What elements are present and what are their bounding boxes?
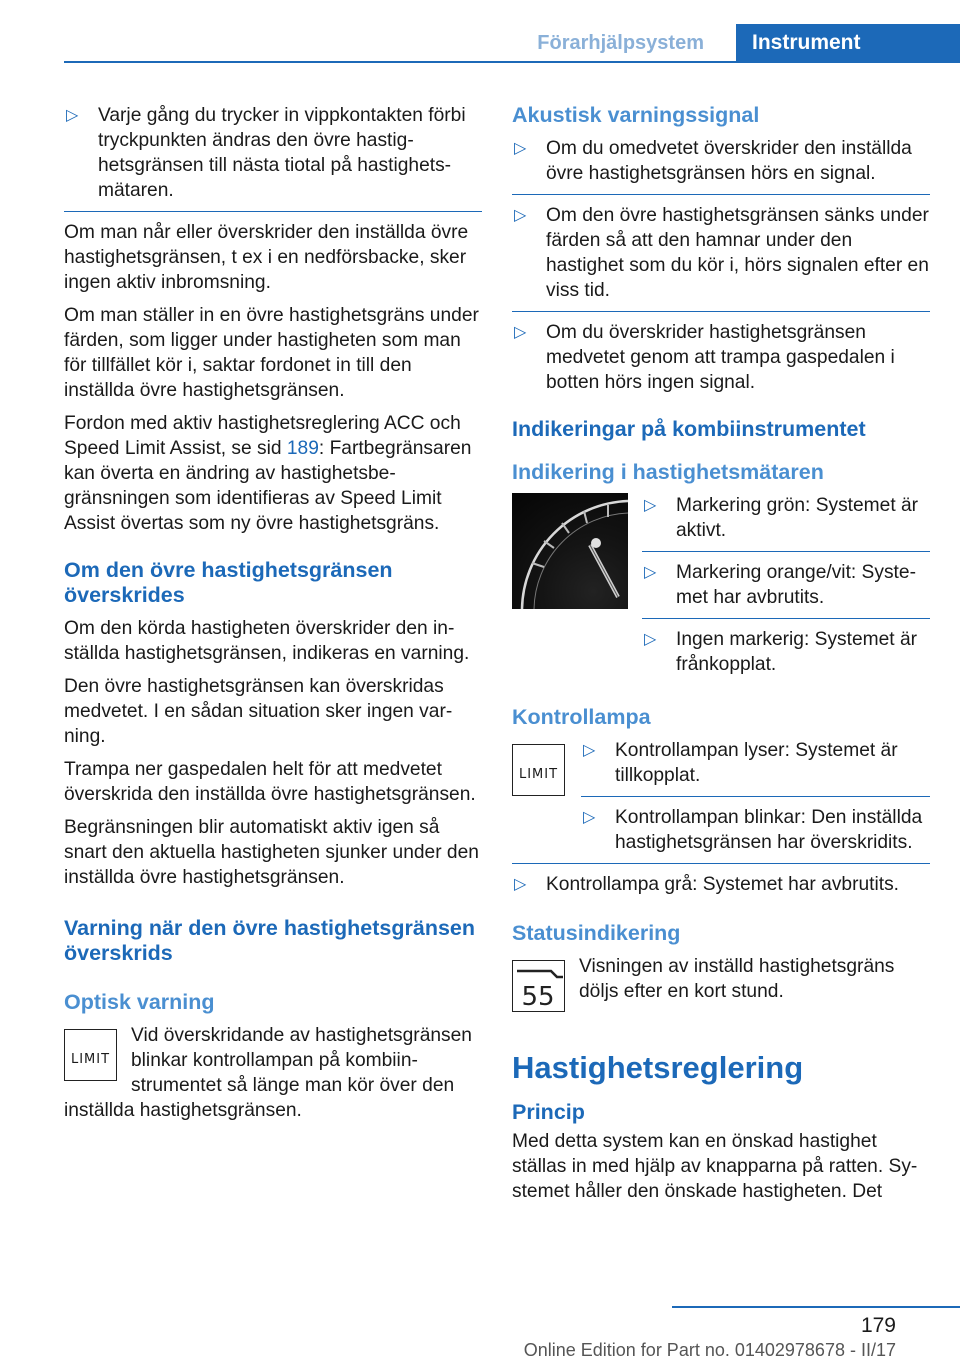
lamp-block [512,738,930,863]
heading-lamp: Kontrollampa [512,705,651,729]
paragraph: Den övre hastighetsgränsen kan överskridas medvetet. I en sådan situation sker ingen varning. [64,676,453,747]
speedometer-marking-image [512,493,628,609]
triangle-right-icon: ▷ [66,107,79,124]
header-rule [64,61,960,63]
limit-lamp-icon: LIMIT [64,1029,117,1081]
triangle-right-icon: ▷ [644,497,657,514]
heading-speedometer: Indikering i hastighetsmätaren [512,460,824,484]
list-item: ▷ Kontrollampan blinkar: Den inställda hastighetsgränsen har överskridits. [583,807,923,853]
paragraph: Begränsningen blir automatiskt aktiv igen så snart den aktuella hastigheten sjunker under den inställda övre hastighetsgränsen. [64,817,479,888]
list-item: ▷ Om du överskrider hastighetsgränsen medvetet genom att trampa gaspedalen i botten hörs ingen signal. [514,322,895,393]
heading-cruise-control: Hastighetsreglering [512,1050,804,1085]
speedometer-gauge-icon [512,493,628,609]
divider [642,618,930,619]
optical-warning-block [64,1023,482,1123]
list-item: ▷ Om den övre hastighetsgränsen sänks under färden så att den hamnar under den hastighet som du kör i, hörs signalen efter en viss tid. [514,205,929,301]
triangle-right-icon: ▷ [514,207,527,224]
paragraph: Om man når eller överskrider den inställda övre hastighetsgränsen, t ex i en nedförsbacke, sker ingen aktiv inbromsning. [64,222,469,293]
header-section-tab: Förarhjälpsystem [537,32,704,54]
svg-text:55: 55 [521,982,555,1010]
edition-footer: Online Edition for Part no. 01402978678 - II/17 [523,1340,896,1360]
left-column [64,103,482,1131]
paragraph: Fordon med aktiv hastighetsreglering ACC och Speed Limit Assist, se sid 189: Fartbegränsaren kan överta en ändring av hastighetsbegränsningen som identifieras av Speed Limit Assist övertas som ny övre hastighetsgräns. [64,413,472,534]
heading-warning: Varning när den övre hastighetsgränsen överskrids [64,916,475,965]
triangle-right-icon: ▷ [644,564,657,581]
paragraph: Om den körda hastigheten överskrider den inställda hastighetsgränsen, indikeras en varning. [64,618,470,664]
speedometer-bullets [642,493,930,685]
divider [512,311,930,312]
list-item: ▷ Om du omedvetet överskrider den inställda övre hastighetsgränsen hörs en signal. [514,138,912,184]
lamp-bullets [581,738,930,863]
speed-limit-status-icon [512,960,565,1012]
paragraph: Visningen av inställd hastighetsgräns döljs efter en kort stund. [579,956,895,1002]
right-column [512,103,930,1212]
divider [64,211,482,212]
triangle-right-icon: ▷ [583,742,596,759]
triangle-right-icon: ▷ [514,876,527,893]
header-chapter-tab: Instrument [736,24,960,63]
list-item: ▷ Ingen markerig: Systemet är frånkopplat. [644,629,918,675]
heading-status: Statusindikering [512,921,681,945]
triangle-right-icon: ▷ [514,324,527,341]
list-item: ▷ Varje gång du trycker in vippkontakten förbi tryckpunkten ändras den övre hastighetsgränsen till nästa tiotal på hastighetsmätaren. [66,105,466,201]
paragraph: Med detta system kan en önskad hastighet ställas in med hjälp av knapparna på ratten. Systemet håller den önskade hastigheten. Det [512,1131,918,1202]
list-item: ▷ Markering grön: Systemet är aktivt. [644,495,919,541]
paragraph: Vid överskridande av hastighetsgränsen blinkar kontrollampan på kombiinstrumentet så länge man kör över den inställda hastighetsgränsen. [64,1025,472,1121]
heading-optical: Optisk varning [64,990,215,1014]
list-item: ▷ Kontrollampa grå: Systemet har avbrutits. [514,874,899,895]
footer-rule [672,1306,960,1308]
speedometer-block [512,493,930,685]
page-number: 179 [860,1314,896,1337]
divider [581,796,930,797]
heading-indications: Indikeringar på kombiinstrumentet [512,417,866,441]
divider [512,863,930,864]
list-item: ▷ Markering orange/vit: Systemet har avbrutits. [644,562,916,608]
heading-acoustic: Akustisk varningssignal [512,103,760,127]
divider [642,551,930,552]
status-block [512,954,930,1016]
limit-lamp-icon: LIMIT [512,744,565,796]
page-link[interactable]: 189 [286,438,319,459]
triangle-right-icon: ▷ [583,809,596,826]
paragraph: Trampa ner gaspedalen helt för att medvetet överskrida den inställda övre hastighetsgränsen. [64,759,476,805]
heading-exceeded: Om den övre hastighetsgränsen överskrides [64,558,393,607]
triangle-right-icon: ▷ [514,140,527,157]
paragraph: Om man ställer in en övre hastighetsgräns under färden, som ligger under hastigheten som man för tillfället kör i, saktar fordonet in till den inställda övre hastighetsgränsen. [64,305,479,401]
list-item: ▷ Kontrollampan lyser: Systemet är tillkopplat. [583,740,898,786]
triangle-right-icon: ▷ [644,631,657,648]
heading-principle: Princip [512,1100,585,1124]
divider [512,194,930,195]
